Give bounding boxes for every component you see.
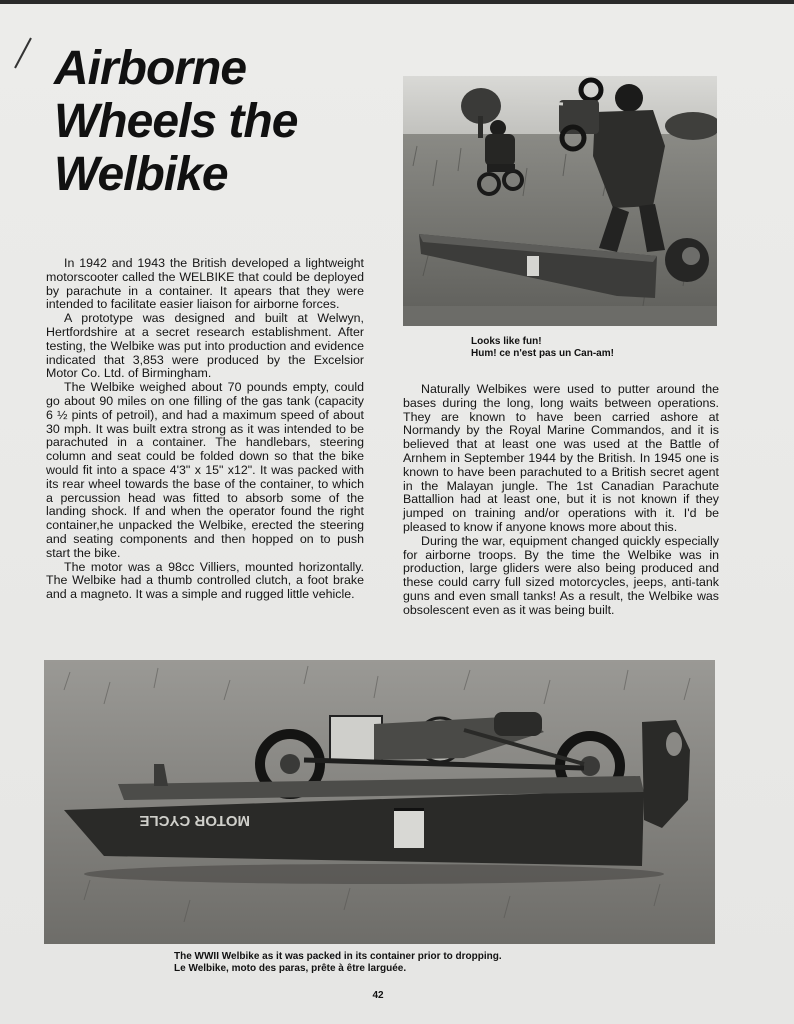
top-edge-line <box>0 0 794 4</box>
caption-english: Looks like fun! <box>471 336 542 347</box>
title-line-2: Wheels the <box>54 95 298 148</box>
caption-french: Hum! ce n'est pas un Can-am! <box>471 348 614 359</box>
page-number: 42 <box>372 990 384 1001</box>
caption-french: Le Welbike, moto des paras, prête à être larguée. <box>174 963 407 974</box>
article-title <box>54 42 394 201</box>
paragraph: A prototype was designed and built at Welwyn, Hertfordshire at a secret research establishment. After testing, the Welbike was put into production and evidence indicated that 3,853 were produced by the Excelsior Motor Co. Ltd. of Birmingham. <box>46 311 364 381</box>
caption-english: The WWII Welbike as it was packed in its container prior to dropping. <box>174 951 502 962</box>
paragraph: The motor was a 98cc Villiers, mounted horizontally. The Welbike had a thumb controlled clutch, a foot brake and a magneto. It was a simple and rugged little vehicle. <box>46 559 364 602</box>
photo-welbike-in-container <box>44 660 715 944</box>
photo-soldier-unpacking <box>403 76 717 326</box>
paragraph: The Welbike weighed about 70 pounds empty, could go about 90 miles on one filling of the gas tank (capacity 6 ½ pints of petroil), and had a maximum speed of about 30 mph. It was built extra strong as it was intended to be parachuted in a container. The handlebars, steering column and seat could be folded down so that the bike would fit into a space 4'3" x 15" x12". It was packed with its rear wheel towards the base of the container, to which a percussion head was fitted to absorb some of the landing shock. If and when the operator found the right container,he unpacked the Welbike, erected the steering and seating components and then hopped on to push start the bike. <box>46 380 364 560</box>
bottom-photo-caption <box>174 951 654 975</box>
paragraph: In 1942 and 1943 the British developed a lightweight motorscooter called the WELBIKE that could be deployed by parachute in a container. It apears that they were intended to facilitate easier liaison for airborne forces. <box>46 256 364 312</box>
title-line-3: Welbike <box>54 148 228 201</box>
container-stencil-text: MOTOR CYCLE <box>139 812 250 829</box>
title-line-1: Airborne <box>54 42 247 95</box>
right-text-column <box>403 383 719 618</box>
left-text-column <box>46 257 364 602</box>
top-photo-caption <box>471 336 721 360</box>
photo-welbike-illustration <box>44 660 715 944</box>
pencil-mark <box>14 38 32 69</box>
photo-soldier-illustration <box>403 76 717 326</box>
paragraph: During the war, equipment changed quickly especially for airborne troops. By the time the Welbike was in production, large gliders were also being produced and these could carry full sized motorcycles, jeeps, anti-tank guns and even small tanks! As a result, the Welbike was obsolescent even as it was being built. <box>403 533 719 617</box>
paragraph: Naturally Welbikes were used to putter around the bases during the long, long waits between operations. They are known to have been carried ashore at Normandy by the Royal Marine Commandos, and it is believed that at least one was used at the Battle of Arnhem in September 1944 by the British. In 1945 one is known to have been parachuted to a British secret agent in the Malayan jungle. The 1st Canadian Parachute Battallion had at least one, but it is not known if they jumped on training and/or operations with it. I'd be pleased to know if anyone knows more about this. <box>403 382 719 534</box>
